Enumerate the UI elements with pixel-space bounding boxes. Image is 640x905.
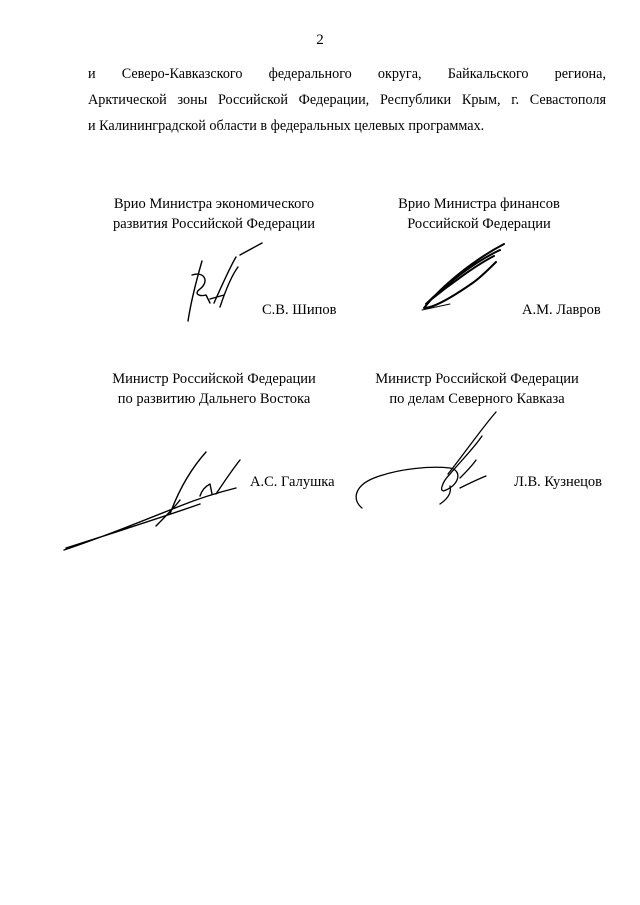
signatory-1-title bbox=[96, 194, 332, 234]
signatory-1-title-line-1: Врио Министра экономического bbox=[113, 196, 315, 212]
signatory-2-title-line-2: Российской Федерации bbox=[407, 216, 551, 232]
paragraph-line-3: и Калининградской области в федеральных целевых программах. bbox=[88, 118, 485, 134]
signatory-3-title bbox=[98, 369, 330, 409]
signature-1-image bbox=[180, 245, 270, 330]
signature-2-image bbox=[420, 238, 520, 318]
body-paragraph bbox=[88, 61, 606, 139]
signature-4-image bbox=[350, 408, 520, 520]
page-number: 2 bbox=[316, 32, 324, 48]
signatory-4-title-line-1: Министр Российской Федерации bbox=[375, 371, 579, 387]
paragraph-line-1: и Северо-Кавказского федерального округа, Байкальского региона, bbox=[88, 66, 606, 82]
signatory-3-title-line-1: Министр Российской Федерации bbox=[112, 371, 316, 387]
signatory-1-title-line-2: развития Российской Федерации bbox=[113, 216, 315, 232]
signatory-1-name: С.В. Шипов bbox=[262, 302, 337, 318]
signatory-4-title bbox=[358, 369, 596, 409]
signatory-4-name: Л.В. Кузнецов bbox=[514, 474, 602, 490]
signatory-3-title-line-2: по развитию Дальнего Востока bbox=[117, 391, 311, 407]
signature-3-image bbox=[60, 448, 250, 553]
signatory-2-name: А.М. Лавров bbox=[522, 302, 601, 318]
signatory-2-title bbox=[366, 194, 592, 234]
signatory-2-title-line-1: Врио Министра финансов bbox=[398, 196, 560, 212]
signatory-3-name: А.С. Галушка bbox=[250, 474, 335, 490]
signatory-4-title-line-2: по делам Северного Кавказа bbox=[389, 391, 565, 407]
paragraph-line-2: Арктической зоны Российской Федерации, Республики Крым, г. Севастополя bbox=[88, 92, 606, 108]
